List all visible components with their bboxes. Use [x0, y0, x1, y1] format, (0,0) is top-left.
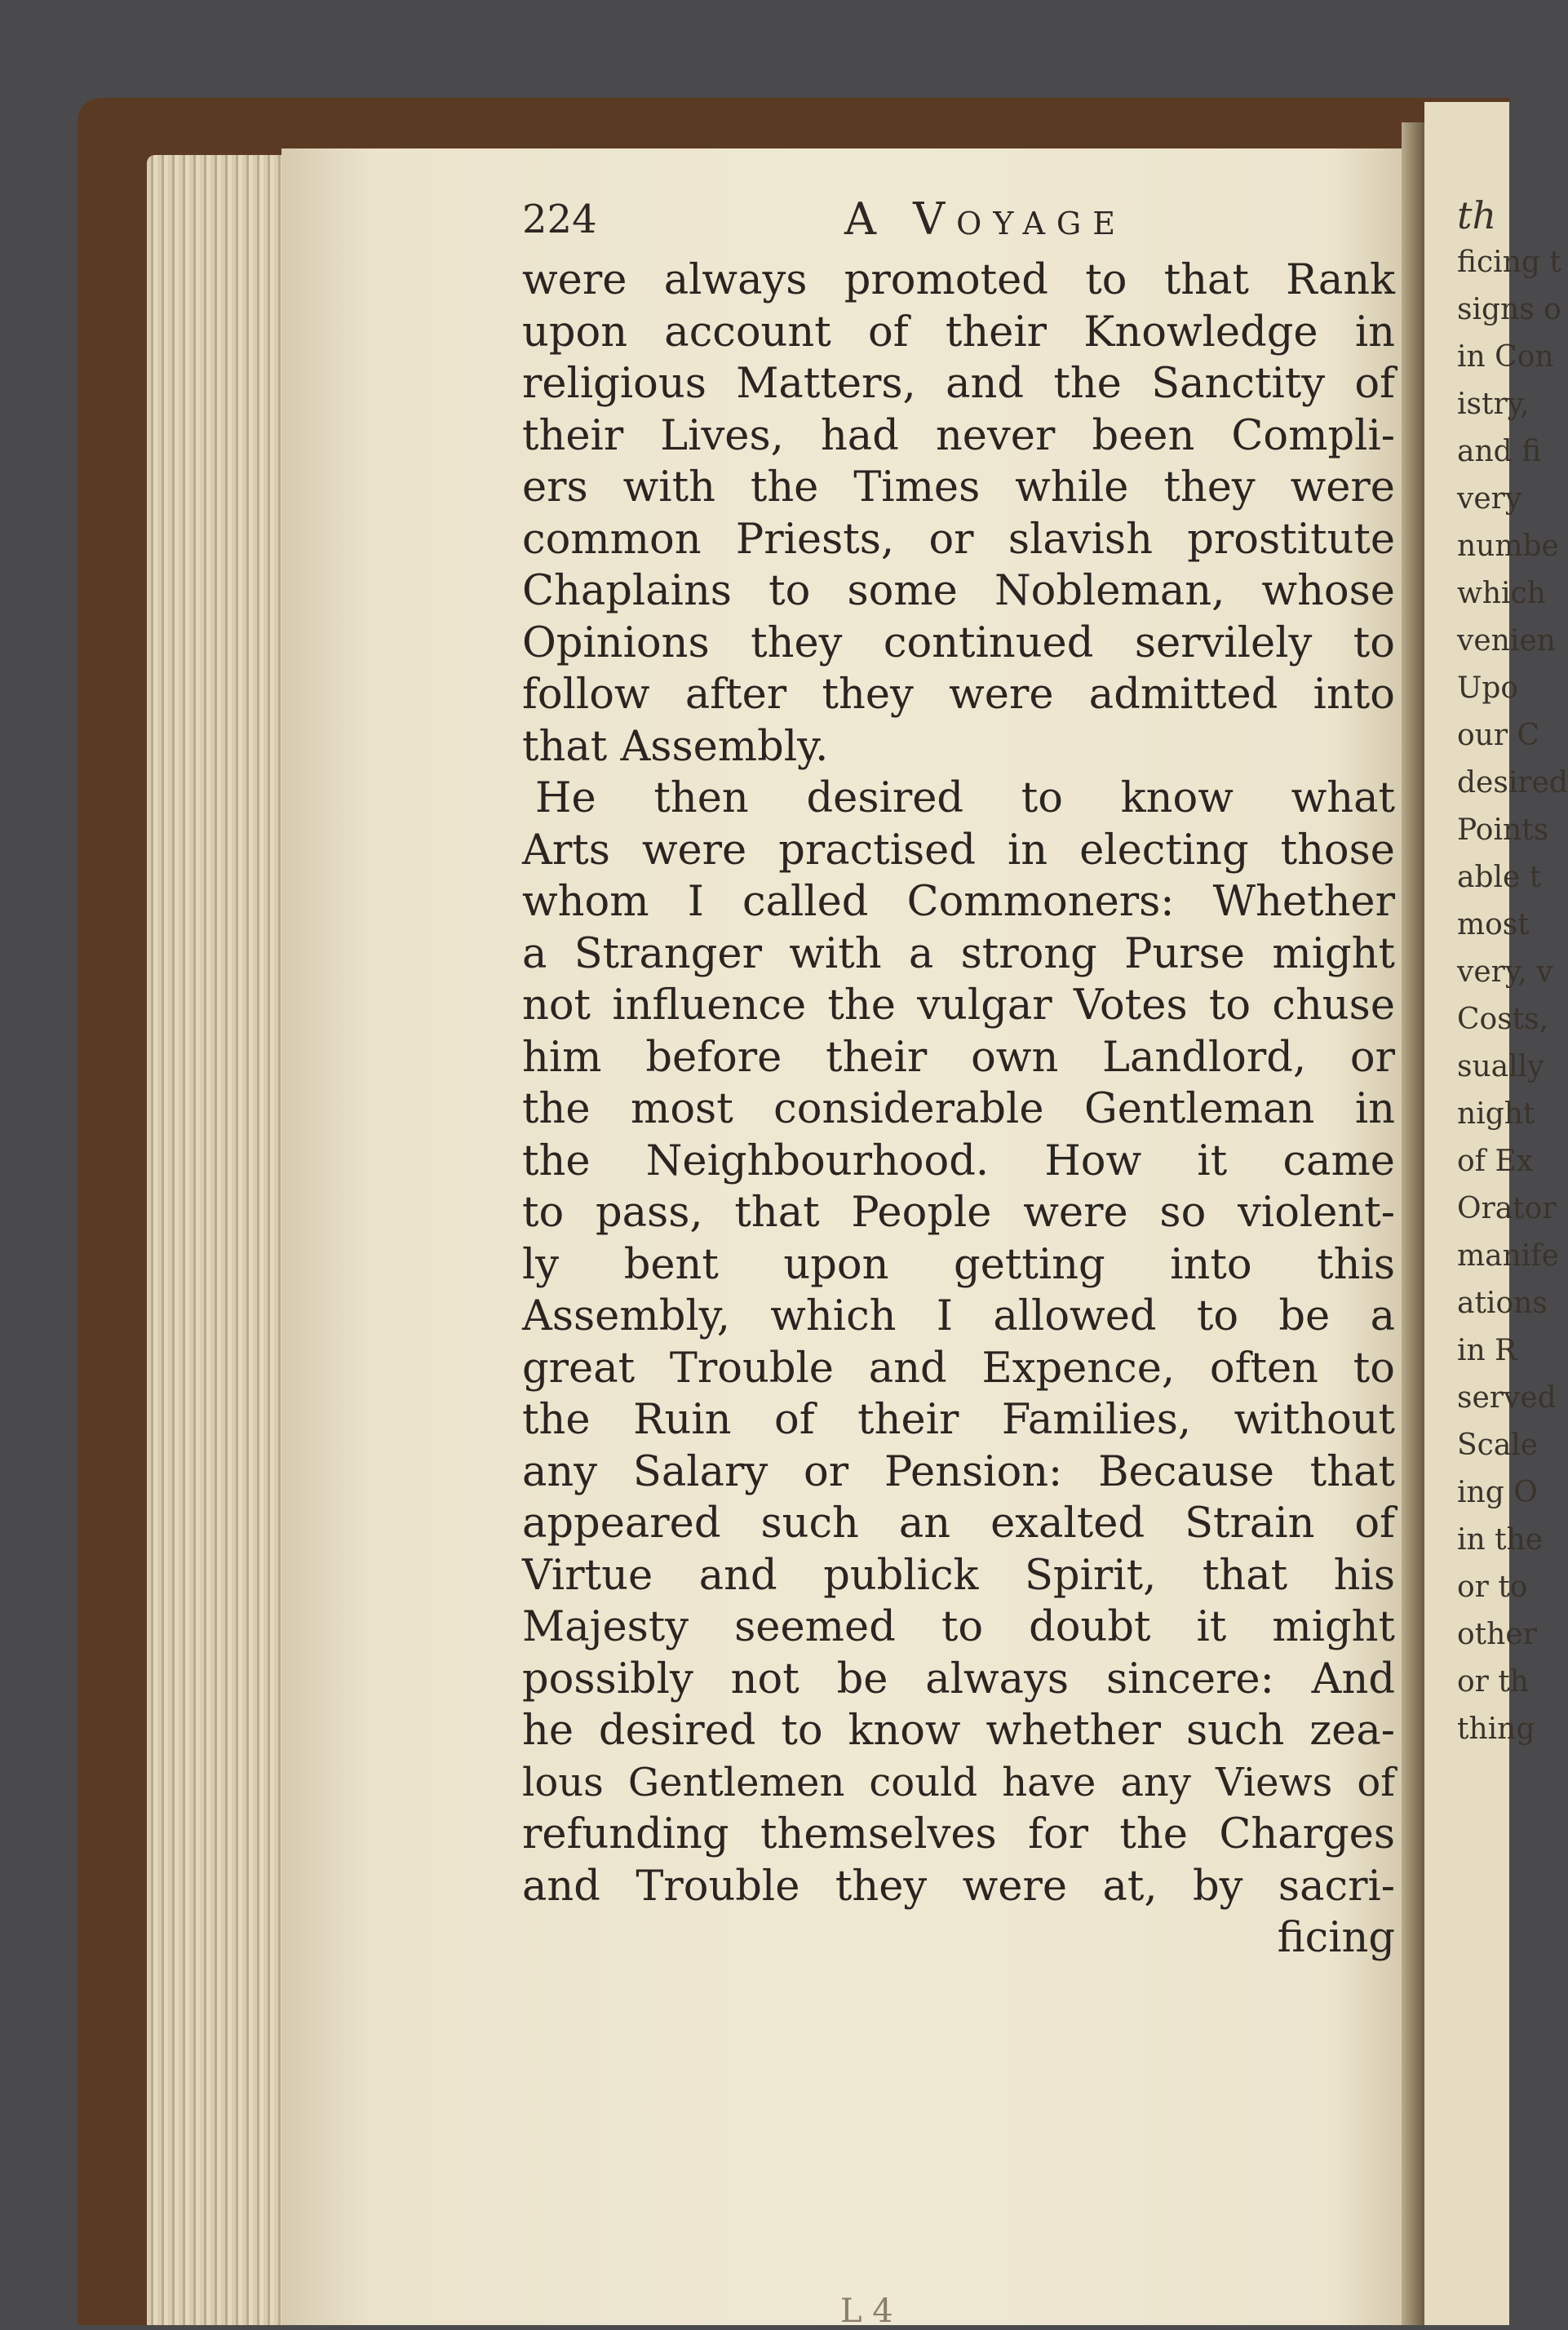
text-line: their Lives, had never been Compli- — [522, 411, 1395, 460]
facing-fragment: in the — [1457, 1523, 1544, 1557]
text-line: appeared such an exalted Strain of — [522, 1499, 1395, 1548]
text-line: to pass, that People were so violent- — [522, 1189, 1395, 1237]
text-line: the Ruin of their Families, without — [522, 1396, 1395, 1444]
text-line: Arts were practised in electing those — [522, 826, 1395, 875]
running-title: A Voyage — [844, 193, 1127, 245]
facing-fragment: very — [1457, 482, 1522, 516]
text-line: Chaplains to some Nobleman, whose — [522, 567, 1395, 615]
gutter — [1402, 122, 1424, 2325]
text-line: the most considerable Gentleman in — [522, 1085, 1395, 1133]
text-line: common Priests, or slavish prostitute — [522, 515, 1395, 564]
facing-fragment: sually — [1457, 1050, 1544, 1083]
facing-fragment: signs o — [1457, 293, 1561, 326]
facing-fragment: Points — [1457, 813, 1549, 847]
facing-fragment: in Con — [1457, 340, 1554, 374]
text-line: upon account of their Knowledge in — [522, 308, 1395, 357]
text-block — [522, 255, 1395, 1965]
facing-fragment: Orator — [1457, 1192, 1557, 1225]
facing-fragment: Costs, — [1457, 1003, 1549, 1036]
text-line: him before their own Landlord, or — [522, 1033, 1395, 1082]
facing-fragment: or th — [1457, 1665, 1529, 1699]
facing-fragment: very, v — [1457, 955, 1553, 989]
facing-head: th — [1457, 193, 1497, 237]
signature-mark: L 4 — [840, 2292, 893, 2330]
facing-fragment: night — [1457, 1097, 1535, 1131]
running-head — [522, 193, 1420, 250]
page-number: 224 — [522, 197, 597, 242]
facing-fragment: which — [1457, 577, 1546, 610]
text-line: refunding themselves for the Charges — [522, 1810, 1395, 1858]
text-line: Assembly, which I allowed to be a — [522, 1292, 1395, 1340]
facing-fragment: other — [1457, 1618, 1537, 1651]
facing-fragment: ing O — [1457, 1476, 1538, 1509]
text-line: Virtue and publick Spirit, that his — [522, 1551, 1395, 1600]
facing-fragment: most — [1457, 908, 1530, 941]
text-line: the Neighbourhood. How it came — [522, 1136, 1395, 1185]
facing-fragment: served — [1457, 1381, 1557, 1415]
facing-fragment: ations — [1457, 1287, 1548, 1320]
facing-fragment: venien — [1457, 624, 1556, 658]
text-line: follow after they were admitted into — [522, 671, 1395, 719]
text-line: any Salary or Pension: Because that — [522, 1447, 1395, 1496]
facing-fragment: numbe — [1457, 529, 1559, 563]
facing-fragment: manife — [1457, 1239, 1559, 1273]
facing-fragment: in R — [1457, 1334, 1517, 1367]
catchword: ficing — [1277, 1914, 1395, 1962]
facing-fragment: of Ex — [1457, 1145, 1534, 1178]
text-line: were always promoted to that Rank — [522, 256, 1395, 304]
text-line: religious Matters, and the Sanctity of — [522, 360, 1395, 408]
facing-fragment: Scale — [1457, 1429, 1539, 1462]
page-edges — [147, 155, 290, 2325]
text-line: possibly not be always sincere: And — [522, 1654, 1395, 1703]
text-line: Majesty seemed to doubt it might — [522, 1603, 1395, 1651]
facing-fragment: our C — [1457, 719, 1540, 752]
facing-fragment: desired — [1457, 766, 1568, 800]
text-line: that Assembly. — [522, 722, 829, 771]
text-line: ly bent upon getting into this — [522, 1240, 1395, 1289]
text-line: whom I called Commoners: Whether — [522, 878, 1395, 926]
text-line: He then desired to know what — [535, 774, 1395, 822]
facing-fragment: ficing t — [1457, 246, 1561, 279]
facing-fragment: istry, — [1457, 388, 1530, 421]
text-line: great Trouble and Expence, often to — [522, 1344, 1395, 1393]
facing-fragment: or to — [1457, 1570, 1528, 1604]
facing-page — [1424, 102, 1568, 2325]
text-line: ers with the Times while they were — [522, 463, 1395, 512]
facing-fragment: able t — [1457, 861, 1542, 894]
text-line: not influence the vulgar Votes to chuse — [522, 981, 1395, 1030]
text-line: a Stranger with a strong Purse might — [522, 929, 1395, 978]
text-line: he desired to know whether such zea- — [522, 1707, 1395, 1755]
text-line: Opinions they continued servilely to — [522, 618, 1395, 667]
text-line: lous Gentlemen could have any Views of — [522, 1759, 1395, 1805]
text-line: and Trouble they were at, by sacri- — [522, 1862, 1395, 1911]
facing-fragment: thing — [1457, 1712, 1535, 1746]
facing-fragment: and fi — [1457, 435, 1542, 468]
facing-fragment: Upo — [1457, 671, 1519, 705]
